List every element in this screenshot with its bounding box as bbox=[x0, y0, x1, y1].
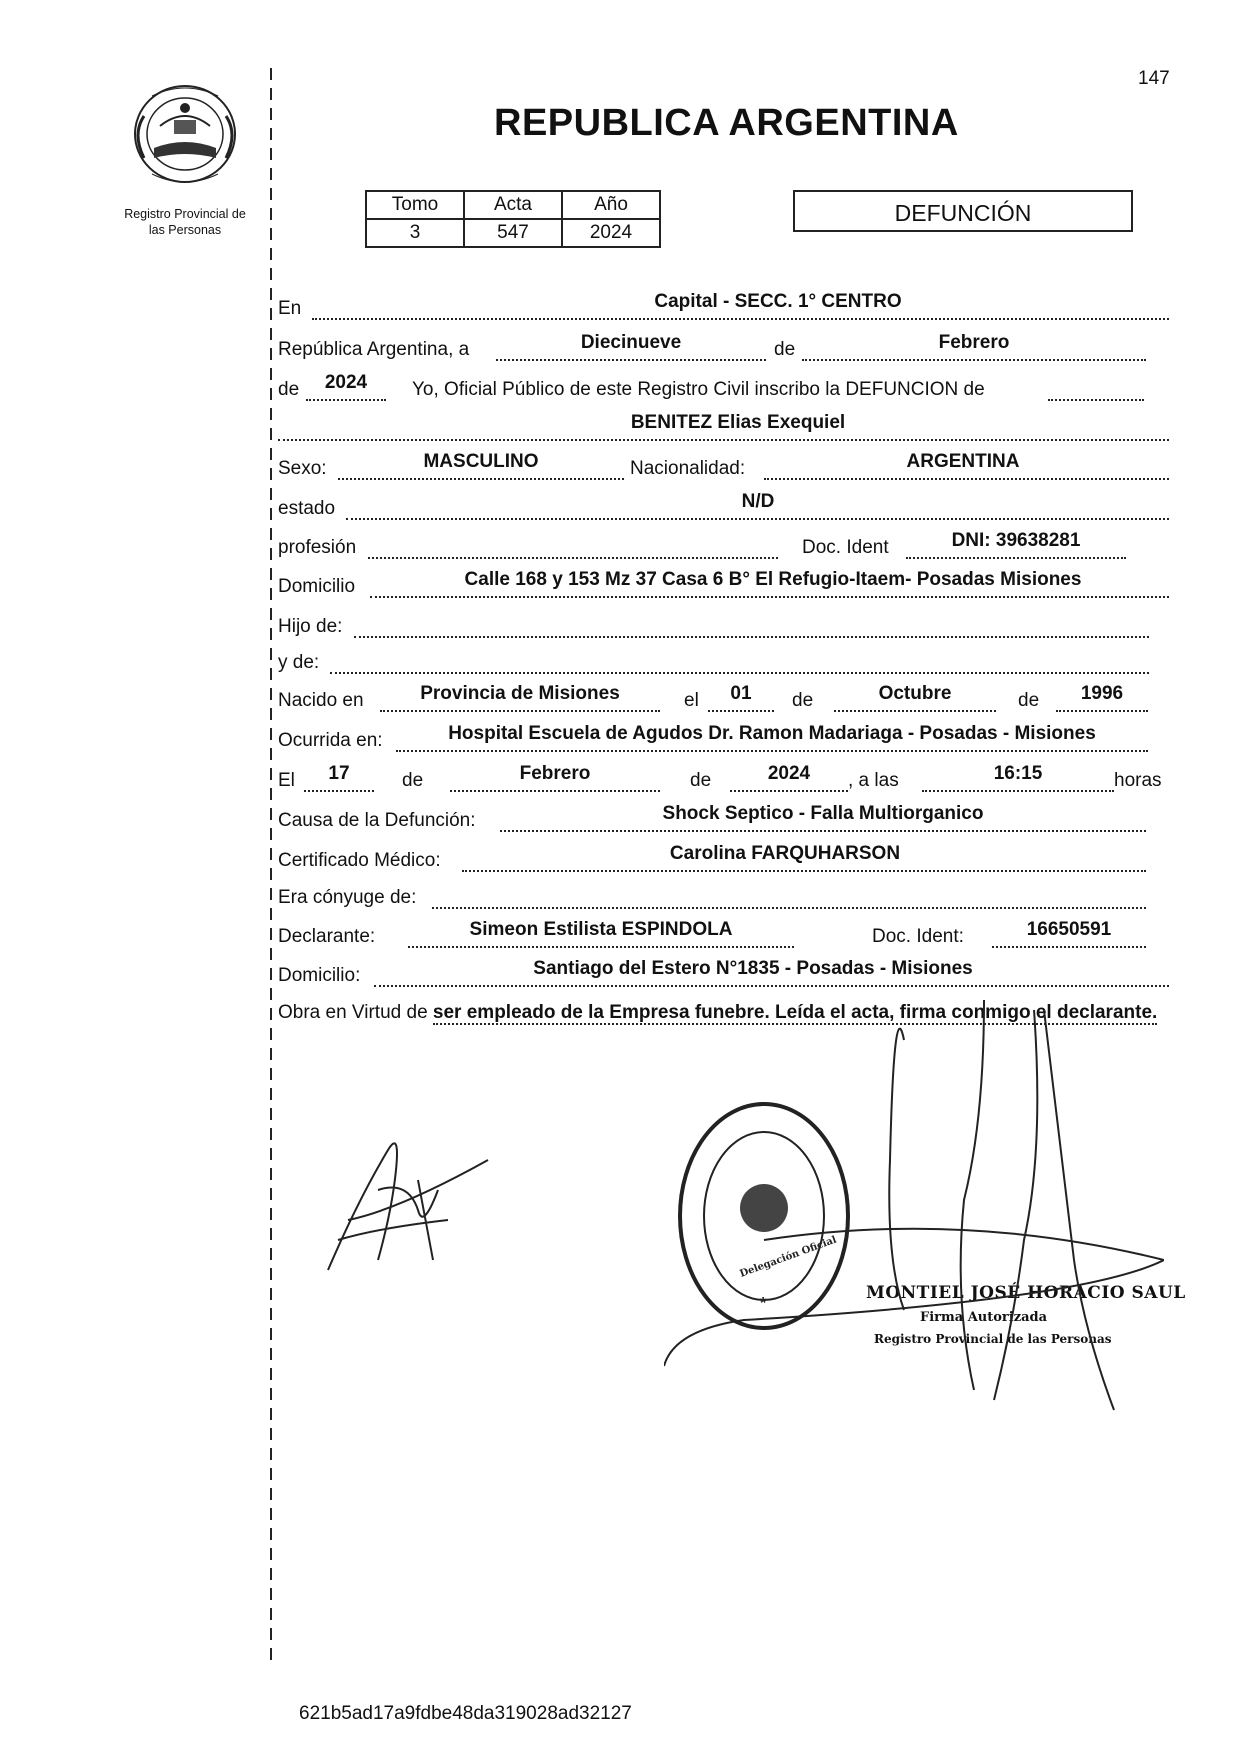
a-las-label: , a las bbox=[848, 770, 899, 791]
document-hash: 621b5ad17a9fdbe48da319028ad32127 bbox=[299, 1703, 632, 1724]
dotted-line bbox=[906, 557, 1126, 559]
row-en bbox=[278, 284, 1169, 322]
declarante-doc-label: Doc. Ident: bbox=[872, 926, 964, 947]
row-date bbox=[278, 325, 1169, 363]
estado-label: estado bbox=[278, 498, 336, 519]
dotted-line bbox=[500, 830, 1146, 832]
row-deceased-name bbox=[278, 405, 1169, 443]
row-certificado bbox=[278, 836, 1169, 874]
month-value: Febrero bbox=[938, 332, 1010, 353]
deceased-name: BENITEZ Elias Exequiel bbox=[630, 412, 846, 433]
dotted-line bbox=[368, 557, 778, 559]
certificado-label: Certificado Médico: bbox=[278, 850, 441, 871]
dotted-line bbox=[312, 318, 1169, 320]
dotted-line bbox=[306, 399, 386, 401]
dotted-line bbox=[396, 750, 1148, 752]
declarante-value: Simeon Estilista ESPINDOLA bbox=[469, 919, 733, 940]
de-label: de bbox=[774, 339, 796, 360]
birth-de-label: de bbox=[792, 690, 814, 711]
dotted-line bbox=[496, 359, 766, 361]
dotted-line bbox=[408, 946, 794, 948]
dotted-line bbox=[834, 710, 996, 712]
row-sexo bbox=[278, 444, 1169, 482]
dotted-line bbox=[330, 672, 1149, 674]
row-hijo bbox=[278, 602, 1169, 640]
record-table-value: 3 bbox=[366, 219, 464, 247]
declarante-doc-value: 16650591 bbox=[1026, 919, 1112, 940]
svg-text:Delegación Oficial: Delegación Oficial bbox=[738, 1234, 839, 1280]
dotted-line bbox=[278, 439, 1169, 441]
inscribo-text: Yo, Oficial Público de este Registro Civil inscribo la DEFUNCION de bbox=[412, 379, 985, 400]
profesion-label: profesión bbox=[278, 537, 357, 558]
row-death-date bbox=[278, 756, 1169, 794]
official-name: MONTIEL JOSÉ HORACIO SAUL bbox=[866, 1283, 1186, 1303]
nacionalidad-value: ARGENTINA bbox=[906, 451, 1020, 472]
row-domicilio-declarante bbox=[278, 951, 1169, 989]
birth-month: Octubre bbox=[878, 683, 952, 704]
dotted-line bbox=[730, 790, 848, 792]
dotted-line bbox=[432, 907, 1146, 909]
row-conyuge bbox=[278, 873, 1169, 911]
domicilio2-value: Santiago del Estero N°1835 - Posadas - Misiones bbox=[533, 958, 973, 979]
el2-label: El bbox=[278, 770, 295, 791]
death-year: 2024 bbox=[767, 763, 811, 784]
record-table-header: Año bbox=[562, 191, 660, 219]
obra-prefix: Obra en Virtud de bbox=[278, 1002, 428, 1023]
record-table-header: Acta bbox=[464, 191, 562, 219]
horas-label: horas bbox=[1114, 770, 1162, 791]
row-causa bbox=[278, 796, 1169, 834]
dotted-line bbox=[450, 790, 660, 792]
conyuge-label: Era cónyuge de: bbox=[278, 887, 417, 908]
dotted-line bbox=[802, 359, 1146, 361]
y-de-label: y de: bbox=[278, 652, 320, 673]
row-declarante bbox=[278, 912, 1169, 950]
republica-label: República Argentina, a bbox=[278, 339, 470, 360]
dotted-line bbox=[1056, 710, 1148, 712]
registry-label: Registro Provincial de las Personas bbox=[124, 207, 246, 237]
dotted-line bbox=[370, 596, 1169, 598]
hijo-label: Hijo de: bbox=[278, 616, 343, 637]
birth-de-label: de bbox=[1018, 690, 1040, 711]
declarante-signature-icon bbox=[318, 1120, 498, 1280]
row-ocurrida bbox=[278, 716, 1169, 754]
dotted-line bbox=[992, 946, 1146, 948]
official-role: Firma Autorizada bbox=[920, 1310, 1048, 1325]
sexo-value: MASCULINO bbox=[423, 451, 539, 472]
row-profesion bbox=[278, 523, 1169, 561]
en-value: Capital - SECC. 1° CENTRO bbox=[654, 291, 902, 312]
estado-value: N/D bbox=[741, 491, 775, 512]
ocurrida-value: Hospital Escuela de Agudos Dr. Ramon Madariaga - Posadas - Misiones bbox=[448, 723, 1096, 744]
row-y-de bbox=[278, 638, 1169, 676]
svg-text:*: * bbox=[760, 1295, 767, 1312]
doc-ident-value: DNI: 39638281 bbox=[951, 530, 1081, 551]
dotted-line bbox=[1048, 399, 1144, 401]
dotted-line bbox=[380, 710, 660, 712]
ocurrida-label: Ocurrida en: bbox=[278, 730, 383, 751]
dotted-line bbox=[346, 518, 1169, 520]
nacido-label: Nacido en bbox=[278, 690, 364, 711]
domicilio-value: Calle 168 y 153 Mz 37 Casa 6 B° El Refugio-Itaem- Posadas Misiones bbox=[464, 569, 1082, 590]
death-de-label: de bbox=[402, 770, 424, 791]
declarante-label: Declarante: bbox=[278, 926, 376, 947]
record-table bbox=[365, 190, 661, 248]
row-domicilio bbox=[278, 562, 1169, 600]
domicilio2-label: Domicilio: bbox=[278, 965, 361, 986]
official-signature-icon bbox=[664, 1000, 1164, 1420]
birth-year: 1996 bbox=[1080, 683, 1124, 704]
sexo-label: Sexo: bbox=[278, 458, 327, 479]
record-table-value: 2024 bbox=[562, 219, 660, 247]
record-table-value: 547 bbox=[464, 219, 562, 247]
obra-value: ser empleado de la Empresa funebre. Leída el acta, firma conmigo el declarante. bbox=[432, 1002, 1158, 1023]
day-value: Diecinueve bbox=[580, 332, 682, 353]
official-org: Registro Provincial de las Personas bbox=[874, 1332, 1112, 1346]
row-nacido bbox=[278, 676, 1169, 714]
dotted-line bbox=[304, 790, 374, 792]
margin-line bbox=[270, 68, 272, 1668]
causa-value: Shock Septico - Falla Multiorganico bbox=[662, 803, 984, 824]
death-month: Febrero bbox=[519, 763, 591, 784]
dotted-line bbox=[374, 985, 1169, 987]
provincial-seal-icon bbox=[124, 76, 246, 194]
death-de-label: de bbox=[690, 770, 712, 791]
death-time: 16:15 bbox=[993, 763, 1043, 784]
dotted-line bbox=[764, 478, 1169, 480]
page-number: 147 bbox=[1138, 68, 1170, 89]
causa-label: Causa de la Defunción: bbox=[278, 810, 476, 831]
death-day: 17 bbox=[328, 763, 350, 784]
year-value: 2024 bbox=[324, 372, 368, 393]
doc-ident-label: Doc. Ident bbox=[802, 537, 889, 558]
document-type: DEFUNCIÓN bbox=[793, 190, 1133, 232]
row-estado bbox=[278, 484, 1169, 522]
nacido-value: Provincia de Misiones bbox=[420, 683, 620, 704]
dotted-line bbox=[922, 790, 1114, 792]
dotted-line bbox=[462, 870, 1146, 872]
year-prefix-label: de bbox=[278, 379, 300, 400]
dotted-line bbox=[338, 478, 624, 480]
birth-day: 01 bbox=[730, 683, 752, 704]
el-label: el bbox=[684, 690, 699, 711]
en-label: En bbox=[278, 298, 302, 319]
row-inscribo bbox=[278, 365, 1169, 403]
record-table-header: Tomo bbox=[366, 191, 464, 219]
nacionalidad-label: Nacionalidad: bbox=[630, 458, 746, 479]
domicilio-label: Domicilio bbox=[278, 576, 356, 597]
page-title: REPUBLICA ARGENTINA bbox=[494, 102, 959, 144]
dotted-line bbox=[708, 710, 774, 712]
certificado-value: Carolina FARQUHARSON bbox=[669, 843, 901, 864]
